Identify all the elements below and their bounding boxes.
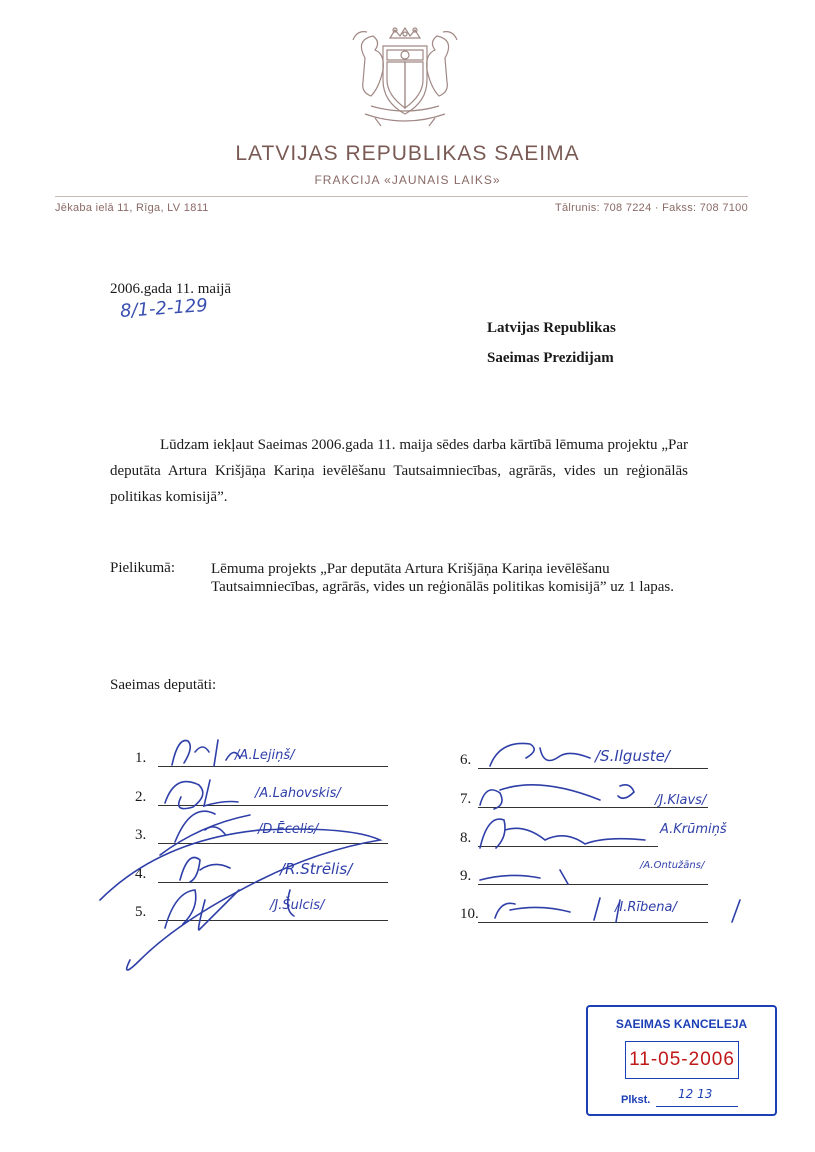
- signatory-name: /J.Šulcis/: [270, 898, 325, 913]
- attachment-label: Pielikumā:: [110, 560, 175, 576]
- signatory-number: 6.: [460, 752, 472, 768]
- request-body-text: Lūdzam iekļaut Saeimas 2006.gada 11. maija sēdes darba kārtībā lēmuma projektu „Par deputāta Artura Krišjāņa Kariņa ievēlēšanu Tautsaimniecības, agrārās, vides un reģionālās politikas komisijā”.: [110, 437, 688, 505]
- stamp-title: SAEIMAS KANCELEJA: [615, 1017, 748, 1031]
- signature-line: [158, 766, 388, 767]
- signatory-name: /A.Lahovskis/: [255, 786, 341, 801]
- signature-line: [158, 920, 388, 921]
- signatory-name: /I.Rībena/: [615, 900, 677, 915]
- signatory-number: 7.: [460, 791, 472, 807]
- handwritten-registration-number: 8/1-2-129: [119, 294, 209, 323]
- signatory-number: 2.: [135, 789, 147, 805]
- letterhead-title: LATVIJAS REPUBLIKAS SAEIMA: [235, 142, 580, 165]
- signature-line: [478, 846, 658, 847]
- request-body: [110, 432, 688, 510]
- signature-line: [478, 884, 708, 885]
- signatories-heading: Saeimas deputāti:: [110, 677, 217, 693]
- signatory-number: 5.: [135, 904, 147, 920]
- stamp-date-box: [625, 1041, 739, 1079]
- signatory-number: 10.: [460, 906, 479, 922]
- signatory-number: 1.: [135, 750, 147, 766]
- signatory-name: /S.Ilguste/: [595, 747, 670, 765]
- recipient-line-1: Latvijas Republikas: [487, 320, 616, 336]
- signatory-name: A.Krūmiņš: [660, 822, 727, 837]
- signatory-name: /A.Ontužāns/: [640, 860, 705, 871]
- signatory-number: 8.: [460, 830, 472, 846]
- latvia-coat-of-arms-icon: [335, 18, 475, 128]
- signatory-name: /J.Klavs/: [655, 793, 707, 808]
- signature-line: [478, 922, 708, 923]
- attachment-text: Lēmuma projekts „Par deputāta Artura Krišjāņa Kariņa ievēlēšanu Tautsaimniecības, agrārās, vides un reģionālās politikas komisijā” uz 1 lapas.: [211, 561, 674, 595]
- signature-line: [158, 805, 388, 806]
- signature-line: [158, 843, 388, 844]
- signatory-number: 9.: [460, 868, 472, 884]
- letterhead-divider: [55, 196, 748, 197]
- document-date: 2006.gada 11. maijā: [110, 281, 232, 297]
- letterhead-phone-fax: Tālrunis: 708 7224 · Fakss: 708 7100: [554, 202, 748, 214]
- signature-line: [158, 882, 388, 883]
- signatory-name: /D.Ēcelis/: [258, 822, 319, 837]
- letterhead-subtitle: FRAKCIJA «JAUNAIS LAIKS»: [314, 173, 501, 187]
- signatory-name: /A.Lejiņš/: [235, 748, 295, 763]
- stamp-time-value: 12 13: [678, 1087, 713, 1101]
- received-stamp: [586, 1005, 777, 1116]
- signatory-number: 3.: [135, 827, 147, 843]
- stamp-date: 11-05-2006: [629, 1049, 735, 1070]
- signatory-number: 4.: [135, 866, 147, 882]
- signatory-name: /R.Strēlis/: [280, 860, 353, 878]
- signature-line: [478, 768, 708, 769]
- recipient-line-2: Saeimas Prezidijam: [487, 350, 614, 366]
- letterhead-address: Jēkaba ielā 11, Rīga, LV 1811: [55, 202, 209, 214]
- stamp-time-line: [656, 1106, 738, 1107]
- stamp-time-label: Plkst.: [621, 1094, 651, 1106]
